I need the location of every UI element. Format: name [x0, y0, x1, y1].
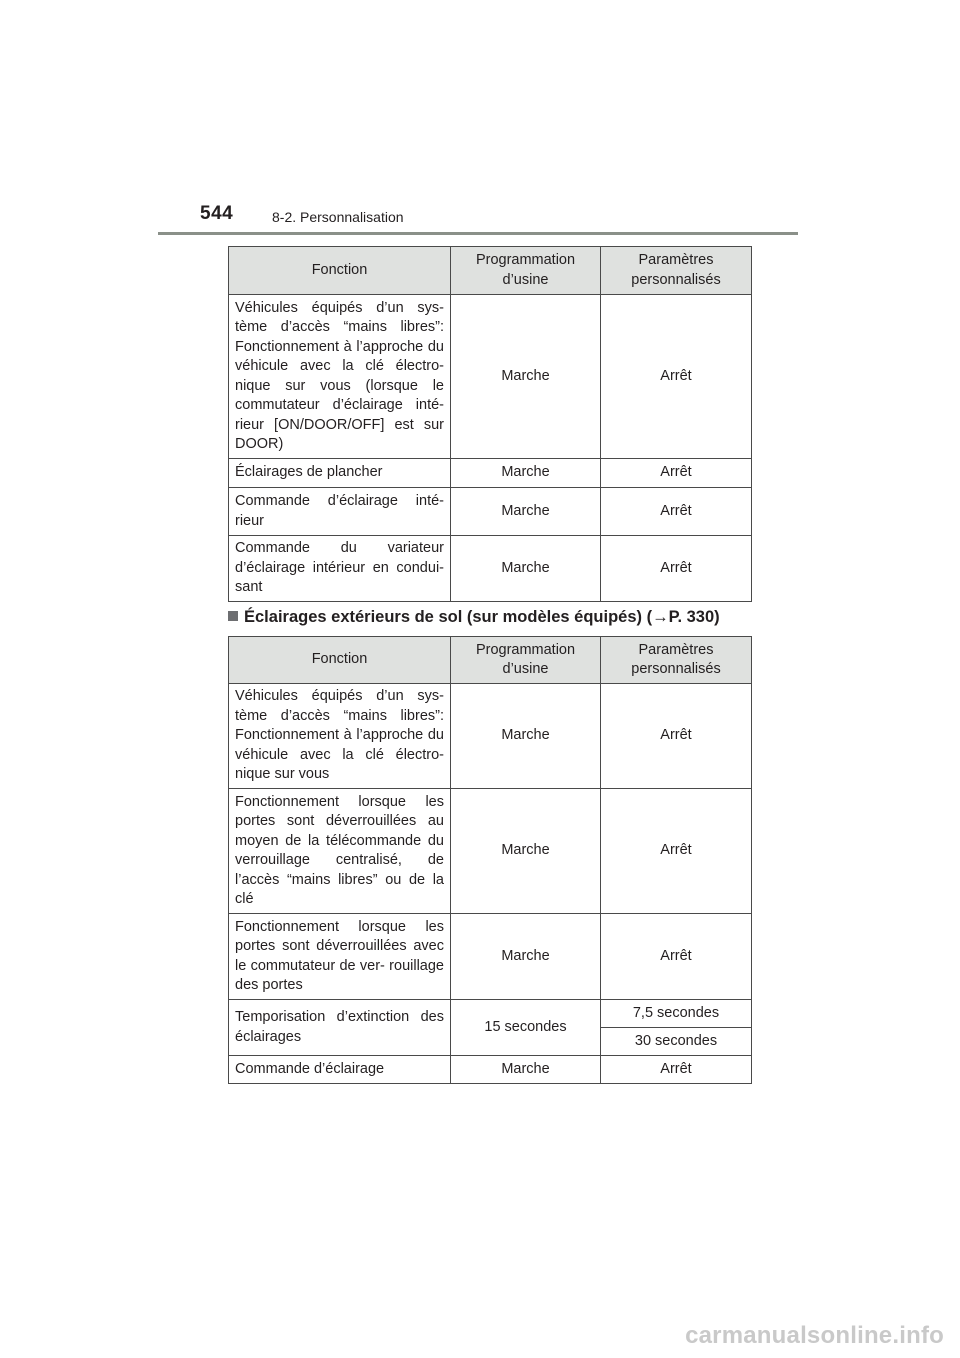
table-row — [229, 1000, 752, 1028]
function-cell: Commande d’éclairage — [229, 1056, 451, 1084]
custom-value-cell: Arrêt — [601, 488, 752, 536]
function-cell: Véhicules équipés d’un sys- tème d’accès “mains libres”: Fonctionnement à l’approche du véhicule avec la clé électro- nique sur vous — [229, 684, 451, 789]
custom-value-cell: 30 secondes — [601, 1028, 752, 1056]
table-row — [229, 295, 752, 459]
factory-value-cell: Marche — [451, 1056, 601, 1084]
factory-value-cell: Marche — [451, 459, 601, 488]
arrow-icon: → — [652, 608, 669, 626]
table-row — [229, 488, 752, 536]
custom-value-cell: Arrêt — [601, 295, 752, 459]
function-cell: Véhicules équipés d’un sys- tème d’accès “mains libres”: Fonctionnement à l’approche du véhicule avec la clé électro- nique sur vous (lorsque le commutateur d’éclairage inté- rieur [ON/DOOR/OFF] est sur DOOR) — [229, 295, 451, 459]
column-header-factory-setting: Programmation d’usine — [451, 247, 601, 295]
column-header-function: Fonction — [229, 247, 451, 295]
column-header-factory-setting: Programmation d’usine — [451, 637, 601, 684]
custom-value-cell: Arrêt — [601, 459, 752, 488]
section-title: 8-2. Personnalisation — [272, 209, 404, 225]
factory-value-cell: Marche — [451, 536, 601, 602]
factory-value-cell: Marche — [451, 684, 601, 789]
custom-value-cell: 7,5 secondes — [601, 1000, 752, 1028]
header-divider — [158, 232, 798, 235]
custom-value-cell: Arrêt — [601, 684, 752, 789]
table-row — [229, 789, 752, 914]
settings-table-exterior-ground-lights — [228, 636, 752, 1084]
column-header-custom-settings: Paramètres personnalisés — [601, 247, 752, 295]
factory-value-cell: Marche — [451, 488, 601, 536]
table-row — [229, 459, 752, 488]
custom-value-cell: Arrêt — [601, 1056, 752, 1084]
table-row — [229, 914, 752, 1000]
factory-value-cell: Marche — [451, 295, 601, 459]
custom-value-cell: Arrêt — [601, 914, 752, 1000]
table-row — [229, 1056, 752, 1084]
page-reference-link[interactable]: P. 330) — [668, 608, 720, 626]
function-cell: Fonctionnement lorsque les portes sont déverrouillées au moyen de la télécommande du verrouillage centralisé, de l’accès “mains libres” ou de la clé — [229, 789, 451, 914]
table-row — [229, 684, 752, 789]
table-header-row — [229, 637, 752, 684]
custom-value-cell: Arrêt — [601, 789, 752, 914]
factory-value-cell: 15 secondes — [451, 1000, 601, 1056]
function-cell: Commande du variateur d’éclairage intérieur en condui- sant — [229, 536, 451, 602]
custom-value-cell: Arrêt — [601, 536, 752, 602]
function-cell: Commande d’éclairage inté- rieur — [229, 488, 451, 536]
function-cell: Éclairages de plancher — [229, 459, 451, 488]
square-bullet-icon — [228, 611, 238, 621]
subheading-exterior-ground-lights — [228, 608, 720, 627]
function-cell: Fonctionnement lorsque les portes sont déverrouillées avec le commutateur de ver- rouillage des portes — [229, 914, 451, 1000]
table-header-row — [229, 247, 752, 295]
settings-table-interior-lights — [228, 246, 752, 602]
table-row — [229, 536, 752, 602]
subheading-text: Éclairages extérieurs de sol (sur modèles équipés) ( — [244, 608, 653, 626]
page-number: 544 — [200, 203, 234, 224]
function-cell: Temporisation d’extinction des éclairages — [229, 1000, 451, 1056]
factory-value-cell: Marche — [451, 914, 601, 1000]
watermark: carmanualsonline.info — [685, 1322, 944, 1349]
column-header-function: Fonction — [229, 637, 451, 684]
factory-value-cell: Marche — [451, 789, 601, 914]
column-header-custom-settings: Paramètres personnalisés — [601, 637, 752, 684]
